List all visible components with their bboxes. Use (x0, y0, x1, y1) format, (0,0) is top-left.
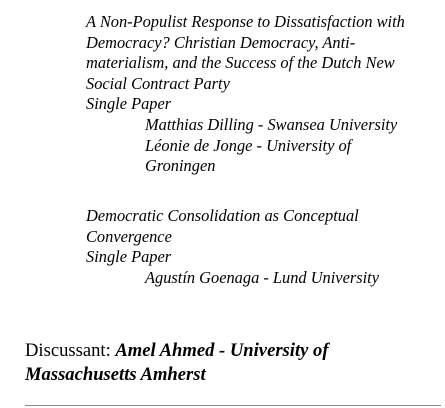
discussant-label: Discussant: (25, 340, 116, 361)
discussant-block (25, 339, 435, 386)
discussant-affiliation: Massachusetts Amherst (25, 363, 206, 385)
paper-author-line: Agustín Goenaga - Lund University (145, 267, 379, 287)
paper-type: Single Paper (86, 247, 172, 267)
paper-author-line: Groningen (145, 156, 216, 176)
paper-title-line: Democracy? Christian Democracy, Anti- (86, 32, 356, 52)
paper-title-line: Social Contract Party (86, 73, 230, 93)
paper-entry-1 (86, 12, 442, 177)
paper-title-line: Democratic Consolidation as Conceptual (86, 206, 359, 225)
paper-author-line: Léonie de Jonge - University of (145, 135, 352, 155)
paper-title-line: A Non-Populist Response to Dissatisfaction with (86, 12, 405, 31)
paper-author-line: Matthias Dilling - Swansea University (145, 114, 398, 134)
section-divider (25, 405, 441, 406)
paper-entry-2 (86, 206, 442, 288)
discussant-name: Amel Ahmed - University of (115, 340, 329, 361)
paper-title-line: materialism, and the Success of the Dutch New (86, 53, 395, 73)
paper-type: Single Paper (86, 94, 172, 114)
paper-title-line: Convergence (86, 226, 172, 246)
